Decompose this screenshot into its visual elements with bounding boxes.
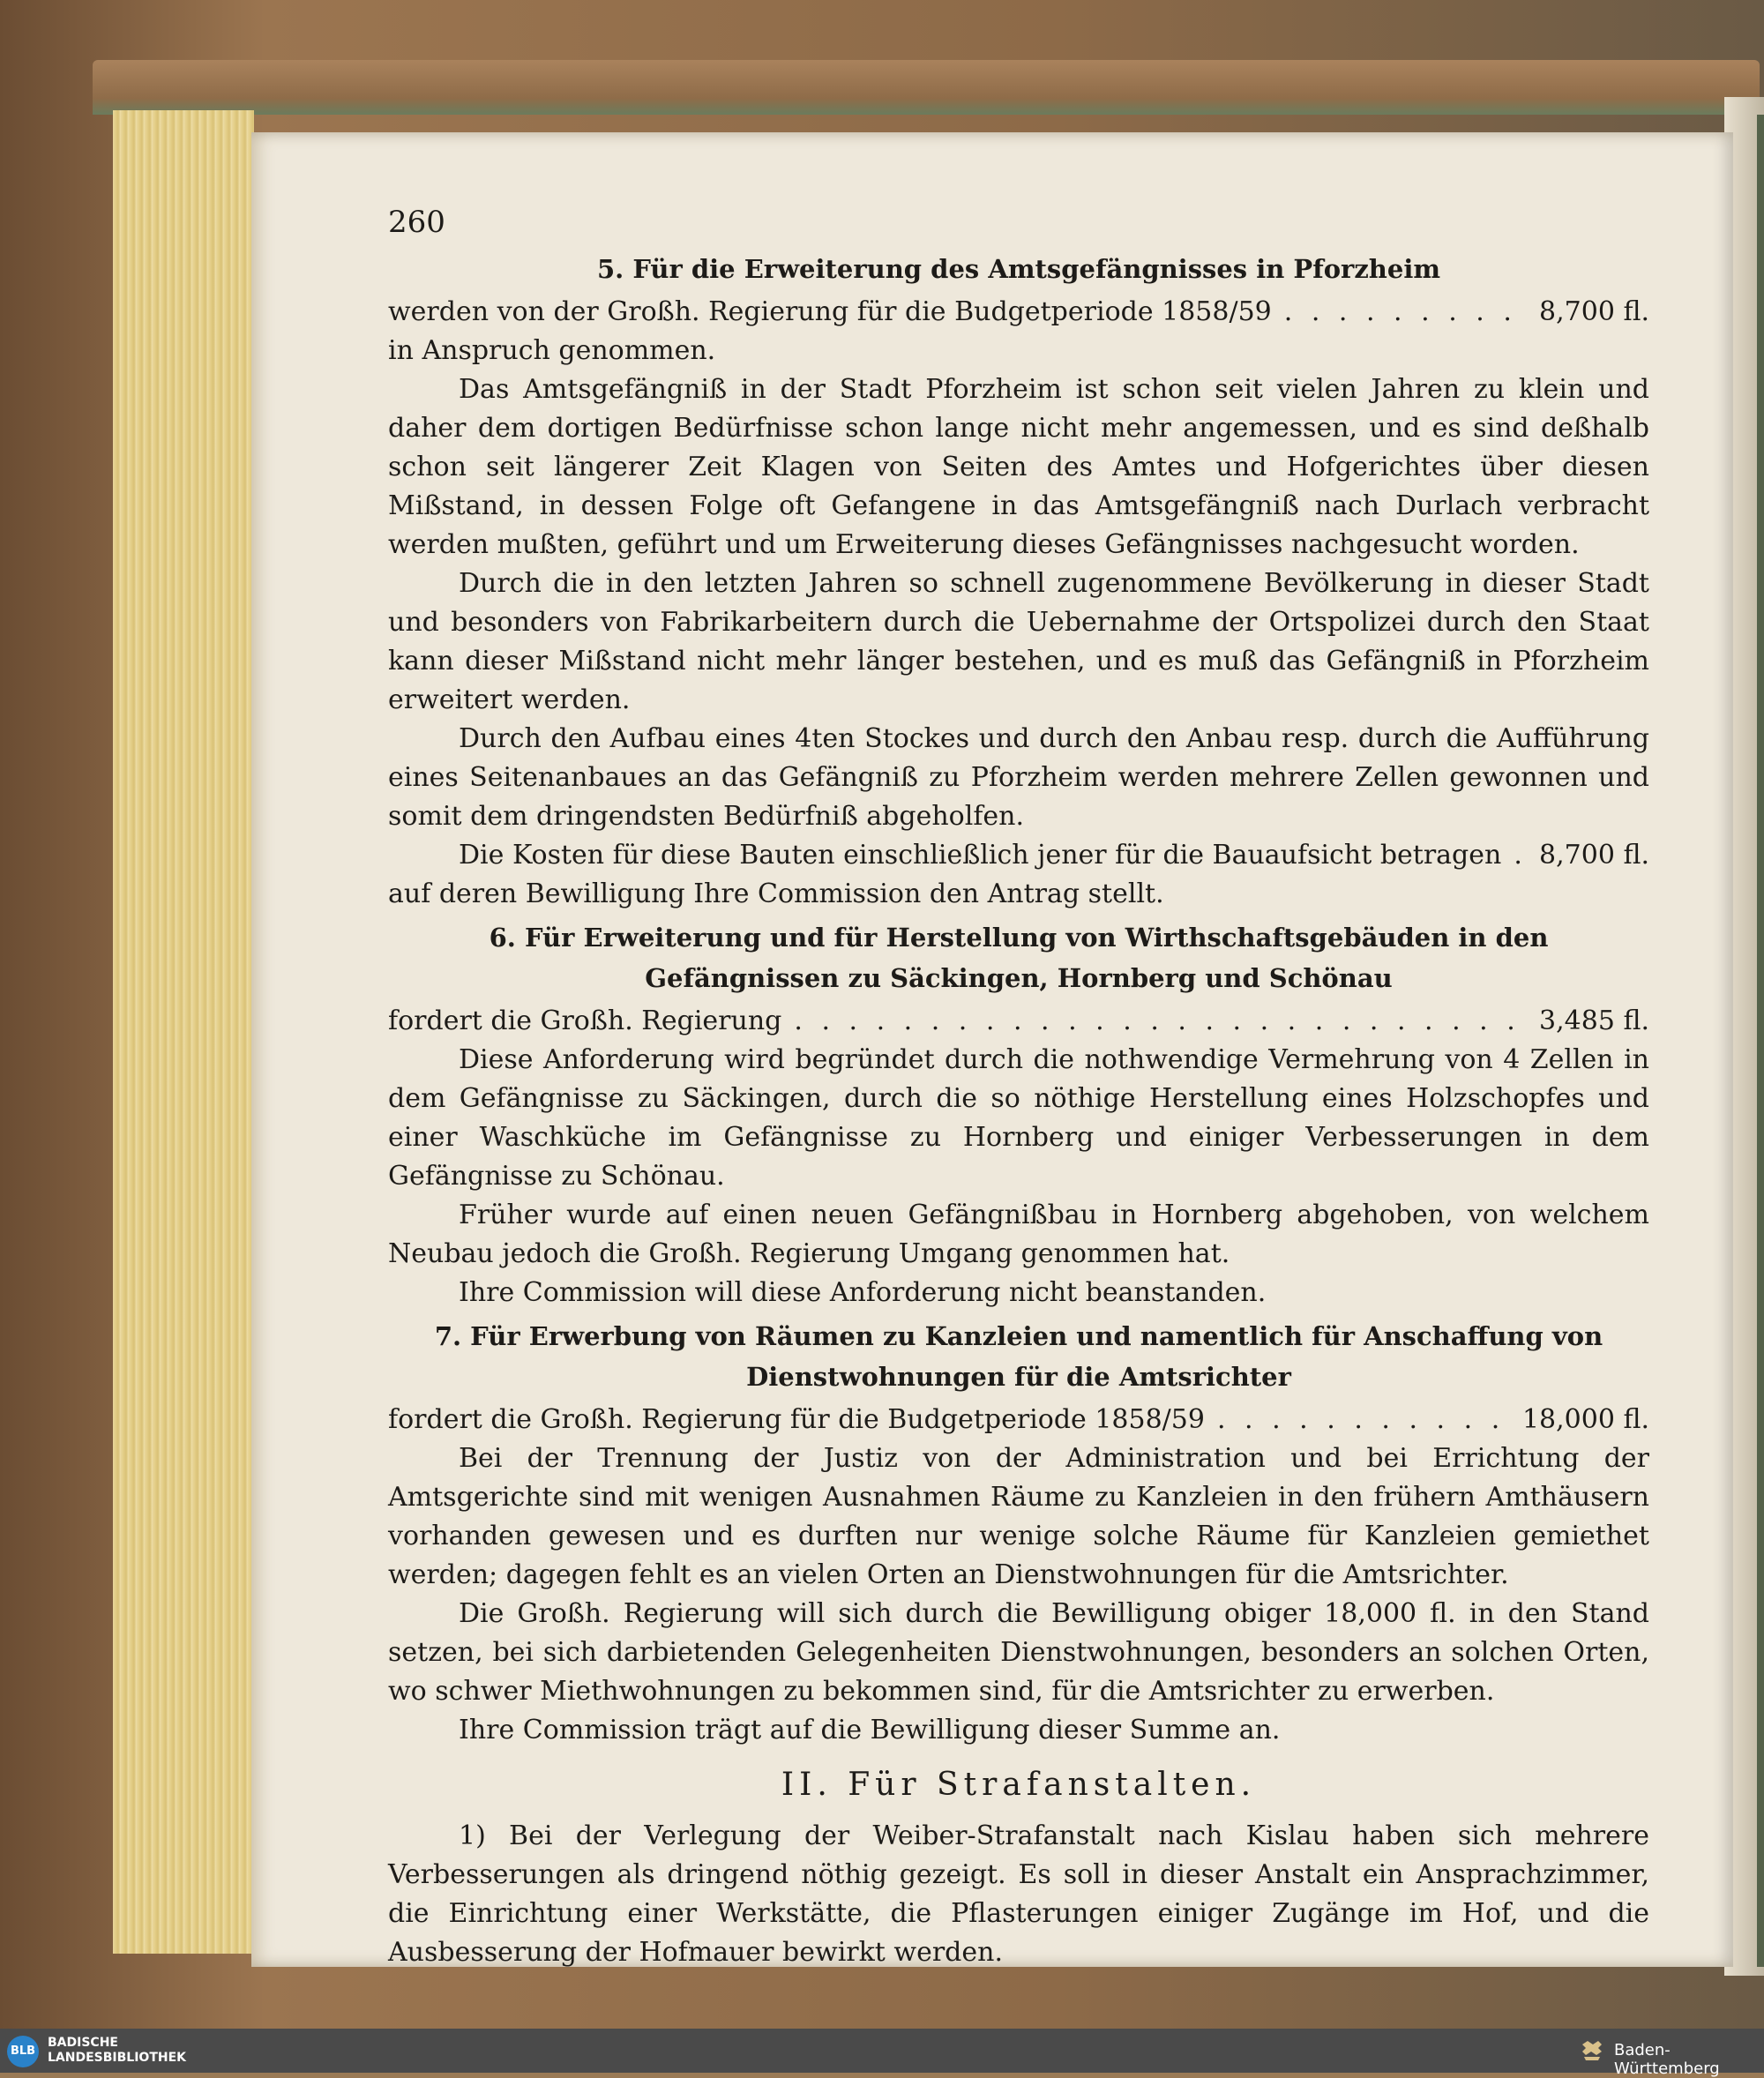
amount-label: werden von der Großh. Regierung für die Budgetperiode 1858/59	[388, 296, 1272, 327]
amount-line	[388, 1401, 1649, 1439]
paragraph: Diese Anforderung wird begründet durch die nothwendige Vermehrung von 4 Zellen in dem Gefängnisse zu Säckingen, durch die so nöthige Herstellung eines Holzschopfes und einer Waschküche im Gefängnisse zu Hornberg und einiger Verbesserungen in dem Gefängnisse zu Schönau.	[388, 1044, 1649, 1192]
paragraph: 1) Bei der Verlegung der Weiber-Strafanstalt nach Kislau haben sich mehrere Verbesserungen als dringend nöthig gezeigt. Es soll in dieser Anstalt ein Ansprachzimmer, die Einrichtung einer Werkstätte, die Pflasterungen einiger Zugänge im Hof, und die Ausbesserung der Hofmauer bewirkt werden.	[388, 1820, 1649, 1968]
paragraph: Das Amtsgefängniß in der Stadt Pforzheim ist schon seit vielen Jahren zu klein und daher dem dortigen Bedürfnisse schon lange nicht mehr angemessen, und es sind deßhalb schon seit längerer Zeit Klagen von Seiten des Amtes und Hofgerichtes über diesen Mißstand, in dessen Folge oft Gefangene in das Amtsgefängniß nach Durlach verbracht werden mußten, geführt und um Erweiterung dieses Gefängnisses nachgesucht worden.	[388, 374, 1649, 560]
amount-label: fordert die Großh. Regierung	[388, 1005, 782, 1036]
section-heading: 7. Für Erwerbung von Räumen zu Kanzleien und namentlich für Anschaffung von Dienstwohnungen für die Amtsrichter	[434, 1321, 1603, 1392]
paragraph: in Anspruch genommen.	[388, 335, 716, 366]
footer-bar	[0, 2029, 1764, 2078]
page-edges	[113, 110, 254, 1954]
amount-value: 8,700 fl.	[1539, 840, 1649, 871]
paragraph: Früher wurde auf einen neuen Gefängnißbau in Hornberg abgehoben, von welchem Neubau jedoch die Großh. Regierung Umgang genommen hat.	[388, 1200, 1649, 1269]
dot-leader	[1284, 293, 1527, 332]
blb-logo-icon[interactable]: BLB	[7, 2036, 39, 2067]
library-name-line2: LANDESBIBLIOTHEK	[48, 2051, 187, 2065]
library-name[interactable]	[48, 2036, 186, 2066]
part-title: II. Für Strafanstalten.	[781, 1767, 1257, 1803]
page-content	[388, 203, 1649, 1972]
partner-name[interactable]: Baden-Württemberg	[1614, 2041, 1720, 2078]
amount-line	[388, 1002, 1649, 1041]
paragraph: Bei der Trennung der Justiz von der Administration und bei Errichtung der Amtsgerichte sind mit wenigen Ausnahmen Räume zu Kanzleien in den frühern Amthäusern vorhanden gewesen und es durften nur wenige solche Räume für Kanzleien gemiethet werden; dagegen fehlt es an vielen Orten an Dienstwohnungen für die Amtsrichter.	[388, 1443, 1649, 1590]
paragraph: Durch die in den letzten Jahren so schnell zugenommene Bevölkerung in dieser Stadt und besonders von Fabrikarbeitern durch die Uebernahme der Ortspolizei durch den Staat kann dieser Mißstand nicht mehr länger bestehen, und es muß das Gefängniß in Pforzheim erweitert werden.	[388, 568, 1649, 715]
amount-line	[388, 293, 1649, 332]
paragraph: Durch den Aufbau eines 4ten Stockes und durch den Anbau resp. durch die Aufführung eines Seitenanbaues an das Gefängniß zu Pforzheim werden mehrere Zellen gewonnen und somit dem dringendsten Bedürfniß abgeholfen.	[388, 723, 1649, 832]
amount-line	[388, 836, 1649, 875]
amount-label: fordert die Großh. Regierung für die Budgetperiode 1858/59	[388, 1404, 1205, 1435]
book-spine	[1757, 115, 1764, 1967]
library-name-line1: BADISCHE	[48, 2036, 118, 2050]
dot-leader	[794, 1002, 1527, 1041]
dot-leader	[1217, 1401, 1510, 1439]
book-top-edge	[93, 60, 1760, 115]
paragraph: auf deren Bewilligung Ihre Commission den Antrag stellt.	[388, 878, 1164, 909]
section-heading: 6. Für Erweiterung und für Herstellung von Wirthschaftsgebäuden in den Gefängnissen zu Säckingen, Hornberg und Schönau	[489, 923, 1549, 993]
section-heading: 5. Für die Erweiterung des Amtsgefängnisses in Pforzheim	[596, 254, 1441, 284]
paragraph: Ihre Commission trägt auf die Bewilligung dieser Summe an.	[459, 1715, 1281, 1745]
paragraph: Die Großh. Regierung will sich durch die Bewilligung obiger 18,000 fl. in den Stand setzen, bei sich darbietenden Gelegenheiten Dienstwohnungen, besonders an solchen Orten, wo schwer Miethwohnungen zu bekommen sind, für die Amtsrichter zu erwerben.	[388, 1598, 1649, 1707]
dot-leader	[1514, 836, 1527, 875]
amount-value: 18,000 fl.	[1521, 1404, 1649, 1435]
page-number: 260	[388, 205, 445, 240]
baden-wuerttemberg-logo-icon[interactable]	[1579, 2037, 1605, 2064]
amount-label: Die Kosten für diese Bauten einschließlich jener für die Bauaufsicht betragen	[459, 840, 1502, 871]
amount-value: 3,485 fl.	[1539, 1005, 1649, 1036]
amount-value: 8,700 fl.	[1539, 296, 1649, 327]
paragraph: Ihre Commission will diese Anforderung nicht beanstanden.	[459, 1277, 1267, 1308]
